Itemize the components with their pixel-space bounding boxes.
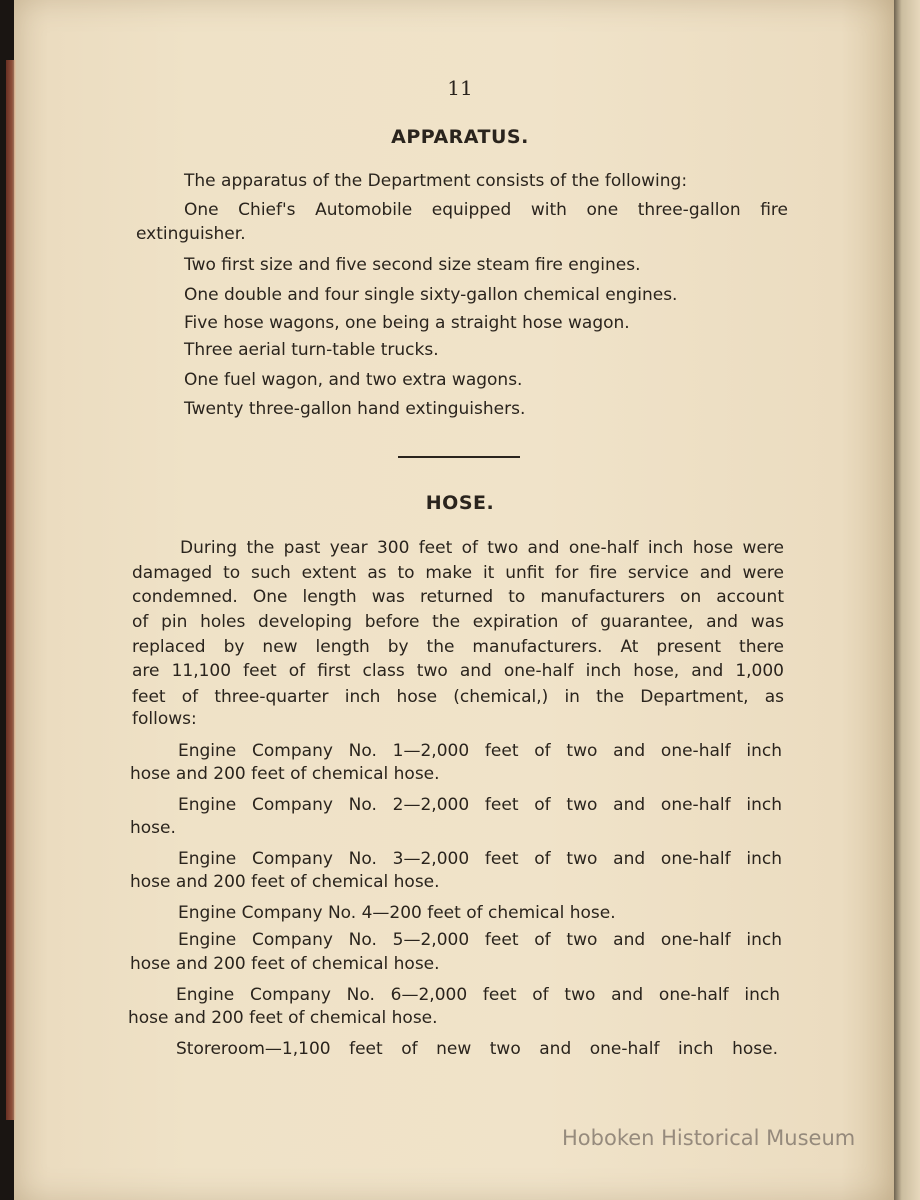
hose-paragraph-line: of pin holes developing before the expiration of guarantee, and was — [132, 612, 784, 632]
hose-list-line: Engine Company No. 3—2,000 feet of two and one-half inch — [178, 849, 782, 869]
hose-list-line: Engine Company No. 2—2,000 feet of two and one-half inch — [178, 795, 782, 815]
hose-list-line: Storeroom—1,100 feet of new two and one-half inch hose. — [176, 1039, 778, 1059]
page-number: 11 — [447, 76, 473, 100]
apparatus-line: Twenty three-gallon hand extinguishers. — [184, 399, 526, 419]
hose-heading: HOSE. — [425, 492, 495, 514]
booklet-cover-edge — [6, 60, 16, 1120]
apparatus-line: Two first size and five second size steam fire engines. — [184, 255, 641, 275]
hose-paragraph-line: feet of three-quarter inch hose (chemical,) in the Department, as — [132, 687, 784, 707]
hose-list-line: hose and 200 feet of chemical hose. — [130, 872, 440, 892]
apparatus-line: The apparatus of the Department consists of the following: — [184, 171, 688, 191]
hose-paragraph-line: condemned. One length was returned to manufacturers on account — [132, 587, 784, 607]
hose-list-line: Engine Company No. 1—2,000 feet of two and one-half inch — [178, 741, 782, 761]
apparatus-line: extinguisher. — [136, 224, 246, 244]
apparatus-heading: APPARATUS. — [391, 126, 529, 148]
hose-paragraph-line: replaced by new length by the manufacturers. At present there — [132, 637, 784, 657]
hose-paragraph-line: damaged to such extent as to make it unfit for fire service and were — [132, 563, 784, 583]
hose-paragraph-line: During the past year 300 feet of two and one-half inch hose were — [180, 538, 784, 558]
apparatus-line: One Chief's Automobile equipped with one three-gallon fire — [184, 200, 788, 220]
hose-list-line: Engine Company No. 6—2,000 feet of two and one-half inch — [176, 985, 780, 1005]
hose-list-line: hose and 200 feet of chemical hose. — [130, 954, 440, 974]
hose-list-line: Engine Company No. 5—2,000 feet of two and one-half inch — [178, 930, 782, 950]
apparatus-line: One fuel wagon, and two extra wagons. — [184, 370, 523, 390]
apparatus-line: One double and four single sixty-gallon chemical engines. — [184, 285, 678, 305]
museum-watermark: Hoboken Historical Museum — [562, 1126, 856, 1150]
hose-list-line: hose and 200 feet of chemical hose. — [130, 764, 440, 784]
apparatus-line: Three aerial turn-table trucks. — [184, 340, 439, 360]
hose-paragraph-line: follows: — [132, 709, 197, 729]
hose-list-line: hose and 200 feet of chemical hose. — [128, 1008, 438, 1028]
facing-page-edge — [894, 0, 920, 1200]
hose-paragraph-line: are 11,100 feet of first class two and one-half inch hose, and 1,000 — [132, 661, 784, 681]
hose-list-line: hose. — [130, 818, 176, 838]
apparatus-line: Five hose wagons, one being a straight hose wagon. — [184, 313, 630, 333]
section-divider — [398, 456, 520, 458]
hose-list-line: Engine Company No. 4—200 feet of chemical hose. — [178, 903, 616, 923]
